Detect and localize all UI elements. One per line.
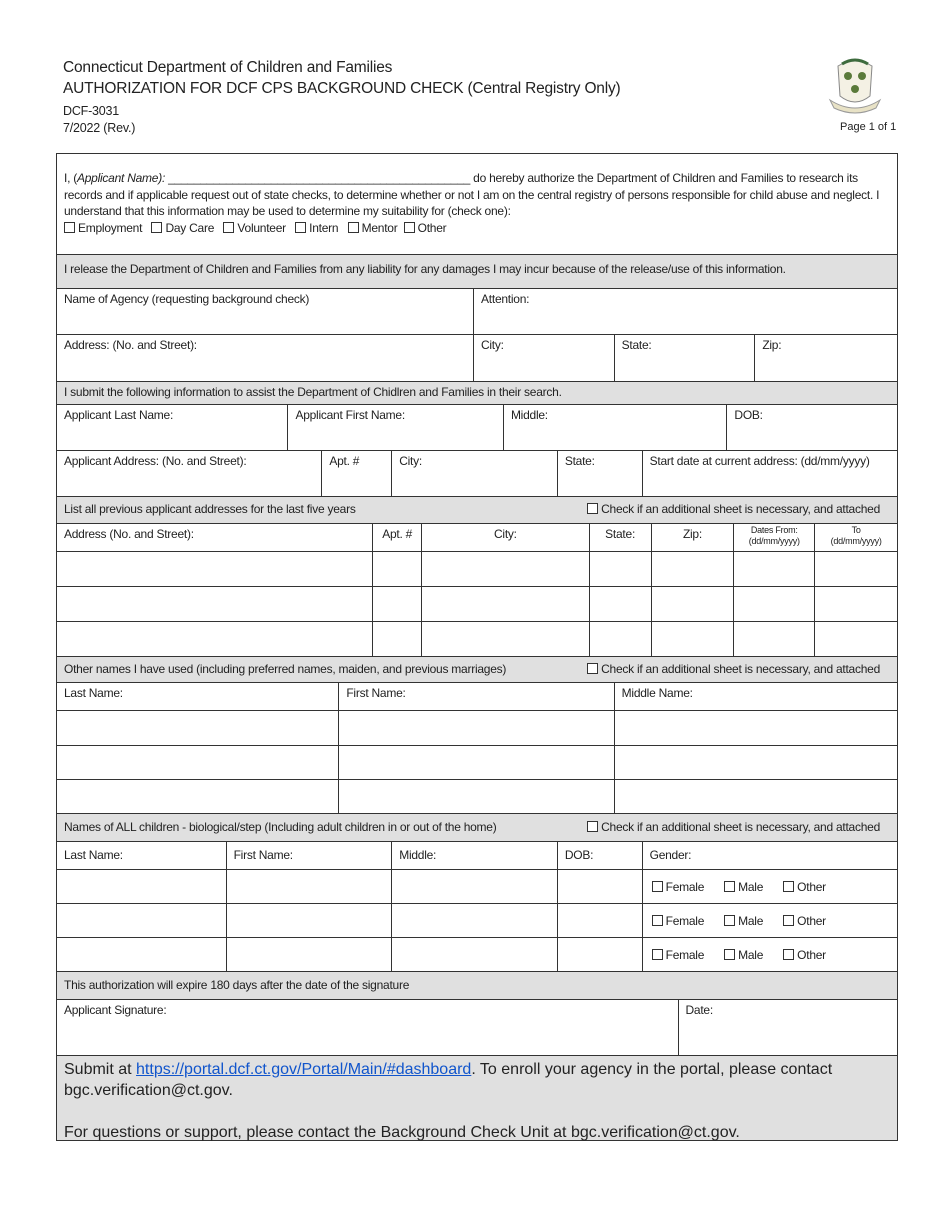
cell[interactable] <box>589 552 651 586</box>
form-number: DCF-3031 <box>63 104 120 118</box>
checkbox[interactable] <box>295 222 306 233</box>
option-mentor[interactable]: Mentor <box>348 221 398 235</box>
agency-city-field[interactable]: City: <box>473 335 614 381</box>
cell[interactable] <box>57 870 226 903</box>
agency-zip-field[interactable]: Zip: <box>754 335 897 381</box>
cell[interactable] <box>57 587 372 621</box>
cell[interactable] <box>57 746 338 779</box>
gender-options <box>642 904 897 937</box>
applicant-state-field[interactable]: State: <box>557 451 642 496</box>
option-day-care[interactable]: Day Care <box>151 221 214 235</box>
gender-female[interactable]: Female <box>652 880 705 894</box>
applicant-name-blank[interactable]: _______________________________________________ <box>165 171 474 185</box>
applicant-city-field[interactable]: City: <box>391 451 557 496</box>
cell[interactable] <box>651 552 734 586</box>
table-row <box>57 745 897 779</box>
revision-date: 7/2022 (Rev.) <box>63 121 136 135</box>
col-child-last: Last Name: <box>64 848 123 862</box>
intro-prefix: I, ( <box>64 171 77 185</box>
submit-info-statement: I submit the following information to assist the Department of Chidlren and Families in their search. <box>64 385 562 399</box>
cell[interactable] <box>421 552 589 586</box>
cell[interactable] <box>372 587 421 621</box>
col-city: City: <box>421 524 589 551</box>
gender-female[interactable]: Female <box>652 948 705 962</box>
cell[interactable] <box>421 622 589 656</box>
cell[interactable] <box>557 904 642 937</box>
applicant-address-field[interactable]: Applicant Address: (No. and Street): <box>64 454 247 468</box>
gender-other[interactable]: Other <box>783 914 826 928</box>
gender-female[interactable]: Female <box>652 914 705 928</box>
table-row <box>57 779 897 813</box>
release-statement: I release the Department of Children and Families from any liability for any damages I may incur because of the release/use of this information. <box>64 262 786 276</box>
checkbox[interactable] <box>587 503 598 514</box>
cell[interactable] <box>57 711 338 745</box>
cell[interactable] <box>614 711 897 745</box>
other-names-heading: Other names I have used (including preferred names, maiden, and previous marriages) <box>64 662 507 676</box>
cell[interactable] <box>226 938 392 971</box>
checkbox[interactable] <box>587 663 598 674</box>
checkbox[interactable] <box>223 222 234 233</box>
attention-field[interactable]: Attention: <box>473 289 897 334</box>
cell[interactable] <box>57 938 226 971</box>
prev-additional-sheet-checkbox[interactable]: Check if an additional sheet is necessary, and attached <box>587 497 897 523</box>
cell[interactable] <box>226 904 392 937</box>
cell[interactable] <box>226 870 392 903</box>
col-state: State: <box>589 524 651 551</box>
gender-options <box>642 938 897 971</box>
applicant-middle-field[interactable]: Middle: <box>503 405 726 450</box>
children-additional-sheet-checkbox[interactable]: Check if an additional sheet is necessary, and attached <box>587 814 897 841</box>
col-child-middle: Middle: <box>391 842 557 869</box>
start-date-field[interactable]: Start date at current address: (dd/mm/yyyy) <box>642 451 897 496</box>
table-row <box>57 903 897 937</box>
cell[interactable] <box>733 622 814 656</box>
agency-name-field[interactable]: Name of Agency (requesting background check) <box>64 292 310 306</box>
page-number: Page 1 of 1 <box>840 121 897 133</box>
checkbox[interactable] <box>64 222 75 233</box>
submission-instructions <box>57 1056 897 1140</box>
cell[interactable] <box>557 870 642 903</box>
enroll-text: . To enroll your agency in the portal, please contact bgc.verification@ct.gov. <box>64 1061 833 1099</box>
option-intern[interactable]: Intern <box>295 221 338 235</box>
org-name: Connecticut Department of Children and Families <box>63 59 393 76</box>
authorization-form <box>56 153 898 1141</box>
cell[interactable] <box>372 622 421 656</box>
col-middle-name: Middle Name: <box>614 683 897 710</box>
cell[interactable] <box>421 587 589 621</box>
portal-link[interactable]: https://portal.dcf.ct.gov/Portal/Main/#dashboard <box>136 1061 472 1078</box>
support-text: For questions or support, please contact the Background Check Unit at bgc.verification@ct.gov. <box>64 1124 740 1141</box>
checkbox[interactable] <box>587 821 598 832</box>
table-row <box>57 937 897 971</box>
intro-text: do hereby authorize the Department of Children and Families to research its records and if applicable request out of state checks, to determine whether or not I am on the central registry of persons responsible for child abuse and neglect. I understand that this information may be used to determine my suitability for (check one): <box>64 171 880 218</box>
gender-other[interactable]: Other <box>783 880 826 894</box>
checkbox[interactable] <box>348 222 359 233</box>
intro-paragraph <box>57 154 897 254</box>
gender-male[interactable]: Male <box>724 880 763 894</box>
gender-male[interactable]: Male <box>724 948 763 962</box>
agency-state-field[interactable]: State: <box>614 335 755 381</box>
expiry-statement: This authorization will expire 180 days after the date of the signature <box>64 978 410 992</box>
cell[interactable] <box>391 904 557 937</box>
option-employment[interactable]: Employment <box>64 221 142 235</box>
cell[interactable] <box>338 711 613 745</box>
cell[interactable] <box>338 746 613 779</box>
cell[interactable] <box>814 587 897 621</box>
cell[interactable] <box>391 938 557 971</box>
cell[interactable] <box>372 552 421 586</box>
applicant-dob-field[interactable]: DOB: <box>726 405 897 450</box>
cell[interactable] <box>814 552 897 586</box>
applicant-name-label: Applicant Name): <box>77 171 166 185</box>
names-additional-sheet-checkbox[interactable]: Check if an additional sheet is necessary, and attached <box>587 657 897 682</box>
table-row <box>57 621 897 656</box>
checkbox[interactable] <box>404 222 415 233</box>
table-row <box>57 869 897 903</box>
cell[interactable] <box>651 587 734 621</box>
cell[interactable] <box>614 746 897 779</box>
table-row <box>57 551 897 586</box>
applicant-apt-field[interactable]: Apt. # <box>321 451 391 496</box>
cell[interactable] <box>57 622 372 656</box>
col-child-dob: DOB: <box>557 842 642 869</box>
col-child-first: First Name: <box>226 842 392 869</box>
signature-field[interactable]: Applicant Signature: <box>64 1003 167 1017</box>
cell[interactable] <box>651 622 734 656</box>
col-child-gender: Gender: <box>642 842 897 869</box>
gender-options <box>642 870 897 903</box>
option-volunteer[interactable]: Volunteer <box>223 221 285 235</box>
previous-addresses-heading: List all previous applicant addresses for the last five years <box>64 502 356 516</box>
cell[interactable] <box>338 780 613 813</box>
applicant-first-name-field[interactable]: Applicant First Name: <box>287 405 502 450</box>
col-apt: Apt. # <box>372 524 421 551</box>
option-other[interactable]: Other <box>404 221 447 235</box>
cell[interactable] <box>589 622 651 656</box>
gender-male[interactable]: Male <box>724 914 763 928</box>
applicant-last-name-field[interactable]: Applicant Last Name: <box>64 408 174 422</box>
cell[interactable] <box>589 587 651 621</box>
col-last-name: Last Name: <box>64 686 123 700</box>
cell[interactable] <box>57 904 226 937</box>
agency-address-field[interactable]: Address: (No. and Street): <box>64 338 197 352</box>
col-dates-from: Dates From: (dd/mm/yyyy) <box>733 524 814 551</box>
state-seal-icon <box>826 56 884 118</box>
cell[interactable] <box>391 870 557 903</box>
col-address: Address (No. and Street): <box>64 527 194 541</box>
col-first-name: First Name: <box>338 683 613 710</box>
checkbox[interactable] <box>151 222 162 233</box>
date-field[interactable]: Date: <box>678 1000 898 1055</box>
col-zip: Zip: <box>651 524 734 551</box>
submit-text: Submit at <box>64 1061 137 1078</box>
gender-other[interactable]: Other <box>783 948 826 962</box>
cell[interactable] <box>814 622 897 656</box>
cell[interactable] <box>57 552 372 586</box>
cell[interactable] <box>733 587 814 621</box>
cell[interactable] <box>57 780 338 813</box>
cell[interactable] <box>557 938 642 971</box>
table-row <box>57 586 897 621</box>
cell[interactable] <box>733 552 814 586</box>
form-title: AUTHORIZATION FOR DCF CPS BACKGROUND CHECK (Central Registry Only) <box>63 80 621 97</box>
col-dates-to: To (dd/mm/yyyy) <box>814 524 897 551</box>
cell[interactable] <box>614 780 897 813</box>
children-heading: Names of ALL children - biological/step (Including adult children in or out of the home) <box>64 820 497 834</box>
table-row <box>57 710 897 745</box>
